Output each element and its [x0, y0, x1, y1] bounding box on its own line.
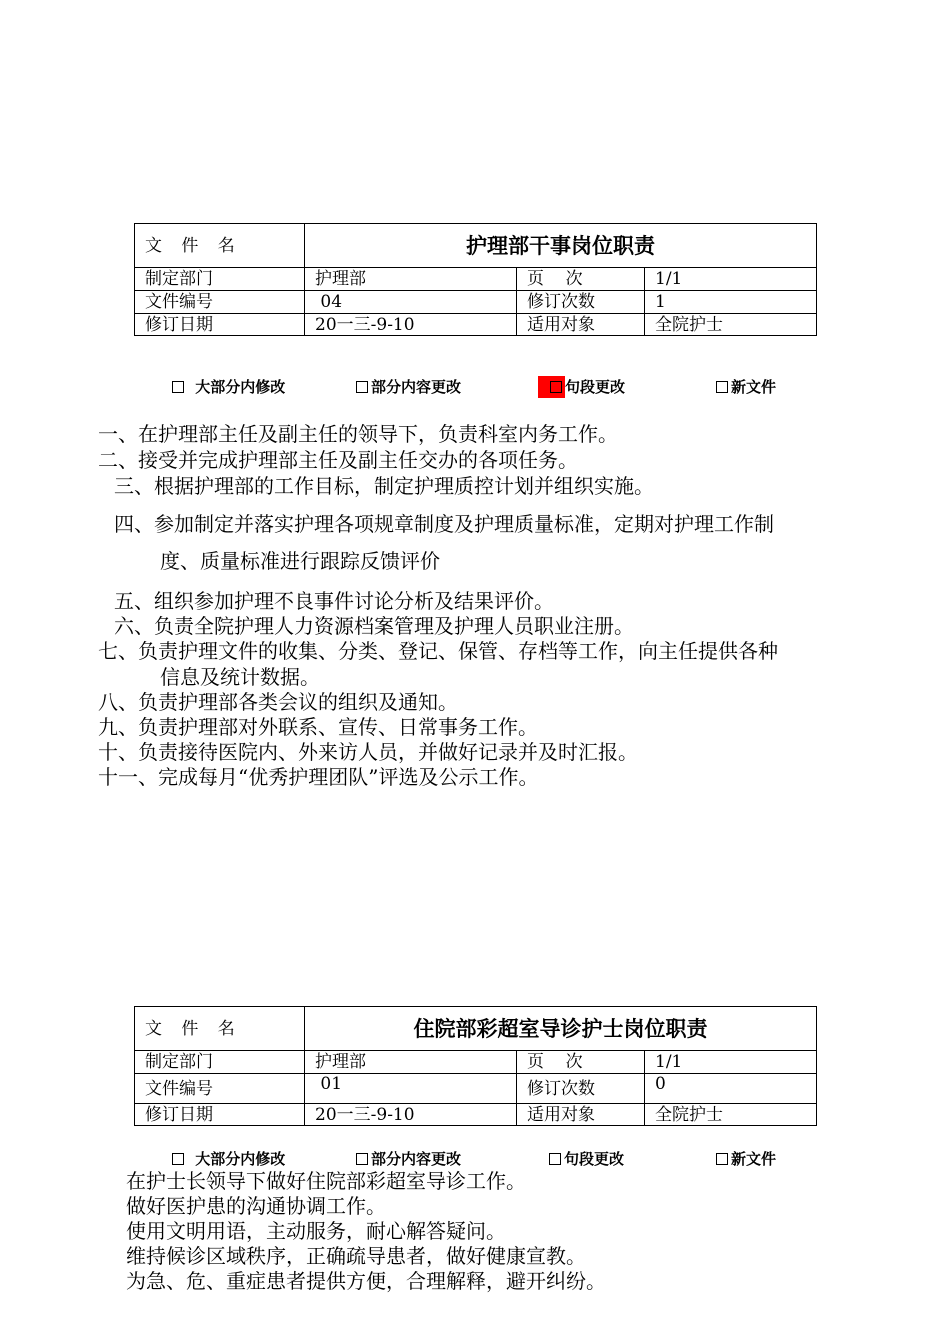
- page-label: 页 次: [517, 1051, 645, 1074]
- duty-item: 维持候诊区域秩序，正确疏导患者，做好健康宣教。: [126, 1244, 586, 1268]
- duty-item: 七、负责护理文件的收集、分类、登记、保管、存档等工作，向主任提供各种: [98, 639, 778, 663]
- duty-item: 十、负责接待医院内、外来访人员，并做好记录并及时汇报。: [98, 740, 638, 764]
- partial-change-option[interactable]: 部分内容更改: [356, 376, 461, 397]
- major-change-option[interactable]: 大部分内修改: [172, 1148, 285, 1169]
- dept-label: 制定部门: [135, 1051, 305, 1074]
- dept-value: 护理部: [305, 1051, 517, 1074]
- duty-item: 做好医护患的沟通协调工作。: [126, 1194, 386, 1218]
- revision-count-label: 修订次数: [517, 291, 645, 314]
- duty-item: 九、负责护理部对外联系、宣传、日常事务工作。: [98, 715, 538, 739]
- file-number-label: 文件编号: [135, 291, 305, 314]
- duty-item: 为急、危、重症患者提供方便，合理解释，避开纠纷。: [126, 1269, 606, 1293]
- checkbox-icon: [172, 1153, 184, 1165]
- revision-date-value: 20一三-9-10: [305, 1104, 517, 1126]
- doc1-change-type-row: [0, 376, 950, 398]
- file-number-value: 04: [305, 291, 517, 314]
- duty-item: 六、负责全院护理人力资源档案管理及护理人员职业注册。: [114, 614, 634, 638]
- revision-count-label: 修订次数: [517, 1074, 645, 1104]
- revision-count-value: 1: [645, 291, 817, 314]
- doc2-header-table: [134, 1006, 817, 1126]
- duty-item: 一、在护理部主任及副主任的领导下，负责科室内务工作。: [98, 422, 618, 446]
- document-title: 护理部干事岗位职责: [305, 224, 817, 268]
- new-file-option[interactable]: 新文件: [716, 1148, 776, 1169]
- checkbox-icon: [716, 1153, 728, 1165]
- scope-value: 全院护士: [645, 1104, 817, 1126]
- revision-date-label: 修订日期: [135, 314, 305, 336]
- new-file-option[interactable]: 新文件: [716, 376, 776, 397]
- sentence-change-option[interactable]: 句段更改: [549, 1148, 624, 1169]
- duty-item-continued: 信息及统计数据。: [160, 665, 320, 689]
- file-number-label: 文件编号: [135, 1074, 305, 1104]
- page-value: 1/1: [645, 268, 817, 291]
- scope-value: 全院护士: [645, 314, 817, 336]
- document-title: 住院部彩超室导诊护士岗位职责: [305, 1007, 817, 1051]
- duty-item: 三、根据护理部的工作目标，制定护理质控计划并组织实施。: [114, 474, 654, 498]
- partial-change-option[interactable]: 部分内容更改: [356, 1148, 461, 1169]
- revision-date-value: 20一三-9-10: [305, 314, 517, 336]
- duty-item-continued: 度、质量标准进行跟踪反馈评价: [160, 549, 440, 573]
- revision-count-value: 0: [645, 1074, 817, 1104]
- duty-item: 二、接受并完成护理部主任及副主任交办的各项任务。: [98, 448, 578, 472]
- checkbox-icon: [356, 1153, 368, 1165]
- page-value: 1/1: [645, 1051, 817, 1074]
- dept-value: 护理部: [305, 268, 517, 291]
- duty-item: 使用文明用语，主动服务，耐心解答疑问。: [126, 1219, 506, 1243]
- scope-label: 适用对象: [517, 1104, 645, 1126]
- duty-item: 十一、完成每月“优秀护理团队”评选及公示工作。: [98, 765, 539, 789]
- checkbox-icon: [356, 381, 368, 393]
- file-name-label: 文 件 名: [135, 224, 305, 268]
- checkbox-icon: [716, 381, 728, 393]
- dept-label: 制定部门: [135, 268, 305, 291]
- duty-item: 在护士长领导下做好住院部彩超室导诊工作。: [126, 1169, 526, 1193]
- checkbox-icon: [549, 1153, 561, 1165]
- highlight-mark: [538, 376, 565, 398]
- duty-item: 四、参加制定并落实护理各项规章制度及护理质量标准，定期对护理工作制: [114, 512, 774, 536]
- checkbox-icon: [550, 381, 562, 393]
- duty-item: 五、组织参加护理不良事件讨论分析及结果评价。: [114, 589, 554, 613]
- doc1-header-table: [134, 223, 817, 336]
- checkbox-icon: [172, 381, 184, 393]
- page-label: 页 次: [517, 268, 645, 291]
- major-change-option[interactable]: 大部分内修改: [172, 376, 285, 397]
- revision-date-label: 修订日期: [135, 1104, 305, 1126]
- sentence-change-option[interactable]: 句段更改: [538, 376, 625, 397]
- file-number-value: 01: [305, 1074, 517, 1104]
- duty-item: 八、负责护理部各类会议的组织及通知。: [98, 690, 458, 714]
- doc2-change-type-row: [0, 1148, 950, 1170]
- file-name-label: 文 件 名: [135, 1007, 305, 1051]
- scope-label: 适用对象: [517, 314, 645, 336]
